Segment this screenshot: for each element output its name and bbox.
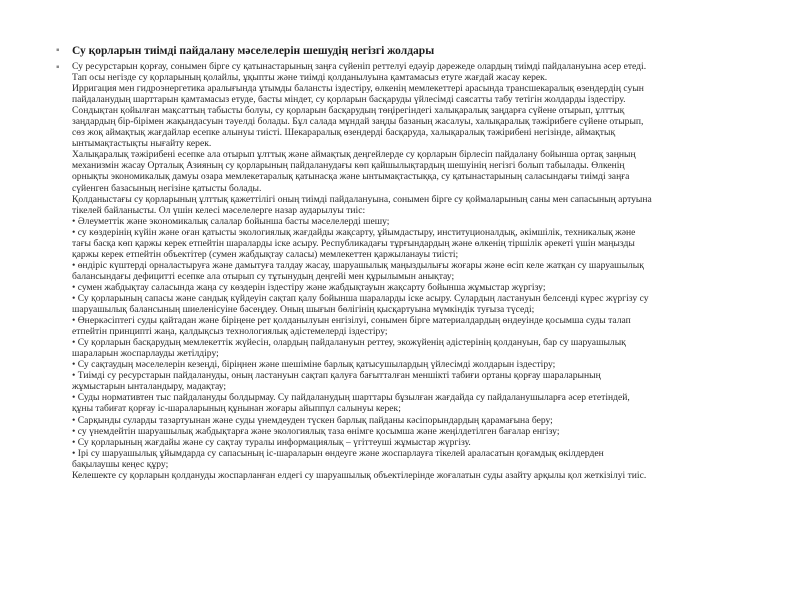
body-line: механизмін жасау Орталық Азияның су қорларының пайдаланудағы көп қайшылықтардың шешуінің негізгі болып табылады. Өлкенің — [72, 160, 625, 172]
body-line: бақылаушы кеңес құру; — [72, 458, 169, 470]
body-line: Ирригация мен гидроэнергетика аралығында ұтымды балансты іздестіру, өлкенің мемлекеттері арасында трансшекаралық өзендердің суын — [72, 83, 644, 95]
body-line: Қолданыстағы су қорларының ұлттық қажеттілігі оның тиімді пайдалануына, сонымен бірге су қоймаларының саны мен сапасының артуына — [72, 193, 652, 205]
body-line: Су ресурстарын қорғау, сонымен бірге су қатынастарының заңға сүйеніп реттелуі едәуір дәрежеде олардың тиімді пайдалануына әсер етеді. — [72, 61, 647, 72]
body-line: шараларын жоспарлауды жетілдіру; — [72, 348, 219, 360]
body-line: сүйенген базасының негізіне қатысты болады. — [72, 182, 262, 194]
body-line: ынтымақтастықты нығайту керек. — [72, 138, 212, 150]
body-line: • Су қорларының жағдайы және су сақтау туралы информациялық – үгіттеуші жұмыстар жүргізу. — [72, 436, 471, 448]
body-line: қаржы керек етпейтін объектітер (сумен жабдықтау саласы) мемлекеттен қаржыланауы тиісті; — [72, 248, 459, 260]
body-line: • Су қорларының сапасы және сандық күйдеуін сақтап қалу бойынша шараларды іске асыру. Сулардың ластануын белсенді күрес жүргізу су — [72, 292, 649, 304]
body-line: • Әлеуметтік және экономикалық салалар бойынша басты мәселелерді шешу; — [72, 215, 390, 227]
body-line: заңдардың бір-бірімен жақындасуын тәуелді болады. Бұл салада мұндай заңды базаның жасалуы, халықаралық тәжірибеге сүйене отырып, — [72, 116, 644, 128]
slide-heading: Су қорларын тиімді пайдалану мәселелерін шешудің негізгі жолдары — [72, 45, 435, 57]
body-line: сөз жоқ аймақтық жағдайлар есепке алынуы тиісті. Шекараралық өзендерді басқаруда, халықаралық тәжірибені негізінде, аймақтық — [72, 127, 616, 139]
heading-bullet — [56, 44, 746, 58]
body-line: Халықаралық тәжірибені есепке ала отырып ұлттық және аймақтық деңгейлерде су қорларын бірлесіп пайдалану бойынша ортақ заңның — [72, 149, 636, 161]
body-line: орнықты экономикалық дамуы озара мемлекетаралық қатынасқа және ынтымақтастыққа, су қатынастарының саласындағы тиімді заңға — [72, 171, 630, 183]
body-line: етпейтін принципті жаңа, қалдықсыз технологиялық әдістемелерді іздестіру; — [72, 326, 388, 338]
body-line: • Ірі су шаруашылық ұйымдарда су сапасының іс-шараларын өндеуге және жоспарлауға тікелей араласатын қоғамдық өкілдерден — [72, 447, 604, 459]
body-line: • Өнеркәсіптегі суды қайтадан және біріңене рет қолданылуын енгізілуі, сонымен бірге материалдардың өндеуінде қосымша суды талап — [72, 315, 631, 327]
body-line: • Суды нормативтен тыс пайдалануды болдырмау. Су пайдаланудың шарттары бұзылған жағдайда су пайдаланушыларға әсер ететіндей, — [72, 392, 630, 404]
body-line: пайдаланудың шарттарын қамтамасыз етуде, басты міндет, су қорларын басқаруды үйлесімді саясатты табу тетігін жолдарды іздестіру. — [72, 94, 626, 106]
body-line: құны табиғат қорғау іс-шараларының құнынан жоғары айыппұл салынуы керек; — [72, 403, 401, 415]
body-line: Сондықтан қойылған мақсаттың табысты болуы, су қорларын басқарудың төңірегіндегі халықаралық заңдарға сүйене отырып, ұлттық — [72, 105, 625, 117]
body-bullet — [56, 61, 746, 481]
bullet-marker-icon: ▪ — [56, 45, 60, 56]
body-text — [72, 61, 652, 481]
body-line: балансындағы дефицитті есепке ала отырып су тұтынудың деңгейі мен құрылымын анықтау; — [72, 270, 455, 282]
body-line: жұмыстарын ынталандыру, мадақтау; — [72, 381, 227, 393]
body-line: • су үнемдейтін шаруашылық жабдықтарға және экологиялық таза өнімге қосымша және жеңілдетілген бағалар енгізу; — [72, 425, 560, 437]
body-line: тікелей байланысты. Ол үшін келесі мәселелерге назар аударылуы тиіс: — [72, 204, 366, 216]
body-line: тағы басқа көп қаржы керек етпейтін шараларды іске асыру. Республикадағы тұрғындардың және өлкенің тіршілік әрекеті үшін маңызды — [72, 237, 635, 249]
body-line: • өндіріс күштерді орналастыруға және дамытуға талдау жасау, шаруашылық маңыздылығы жоғары және өсіп келе жатқан су шаруашылық — [72, 259, 644, 271]
body-line: • сумен жабдықтау саласында жаңа су көздерін іздестіру және жабдықтауын жақсарту бойынша жұмыстар жүргізу; — [72, 281, 546, 293]
bullet-marker-icon: ▪ — [56, 62, 60, 73]
body-line: шаруашылық балансының шиеленісуіне бәсеңдеу. Оның шығын бөлігінің қысқартуына мүмкіндік туғыза түседі; — [72, 304, 535, 316]
body-line: • Су сақтаудың мәселелерін кезеңді, біріңнен және шешіміне барлық қатысушылардың үйлесімді жолдарын іздестіру; — [72, 359, 556, 371]
body-line: Келешекте су қорларын қолдануды жоспарланған елдегі су шаруашылық объектілерінде жоғалатын суды азайту арқылы қол жеткізілуі тиіс. — [72, 469, 647, 481]
body-line: • Сарқынды суларды тазартуынан және суды үнемдеуден түскен барлық пайданы кәсіпорындардың қарамағына беру; — [72, 414, 553, 426]
body-line: • Тиімді су ресурстарын пайдалануды, оның ластануын сақтап қалуға бағытталған меншікті табиғи ортаны қорғау шараларының — [72, 370, 601, 382]
body-line: Тап осы негізде су қорларының қолайлы, ұқыпты және тиімді қолданылуына қамтамасыз етуге жағдай жасау керек. — [72, 72, 548, 84]
body-line: • су көздерінің күйін және оған қатысты экологиялық жағдайды жақсарту, ұйымдастыру, институционалдық, әкімшілік, техникалық және — [72, 226, 636, 238]
body-line: • Су қорларын басқарудың мемлекеттік жүйесін, олардың пайдалануын реттеу, экожүйенің әдістерінің қолдануын, бар су шаруашылық — [72, 337, 626, 349]
